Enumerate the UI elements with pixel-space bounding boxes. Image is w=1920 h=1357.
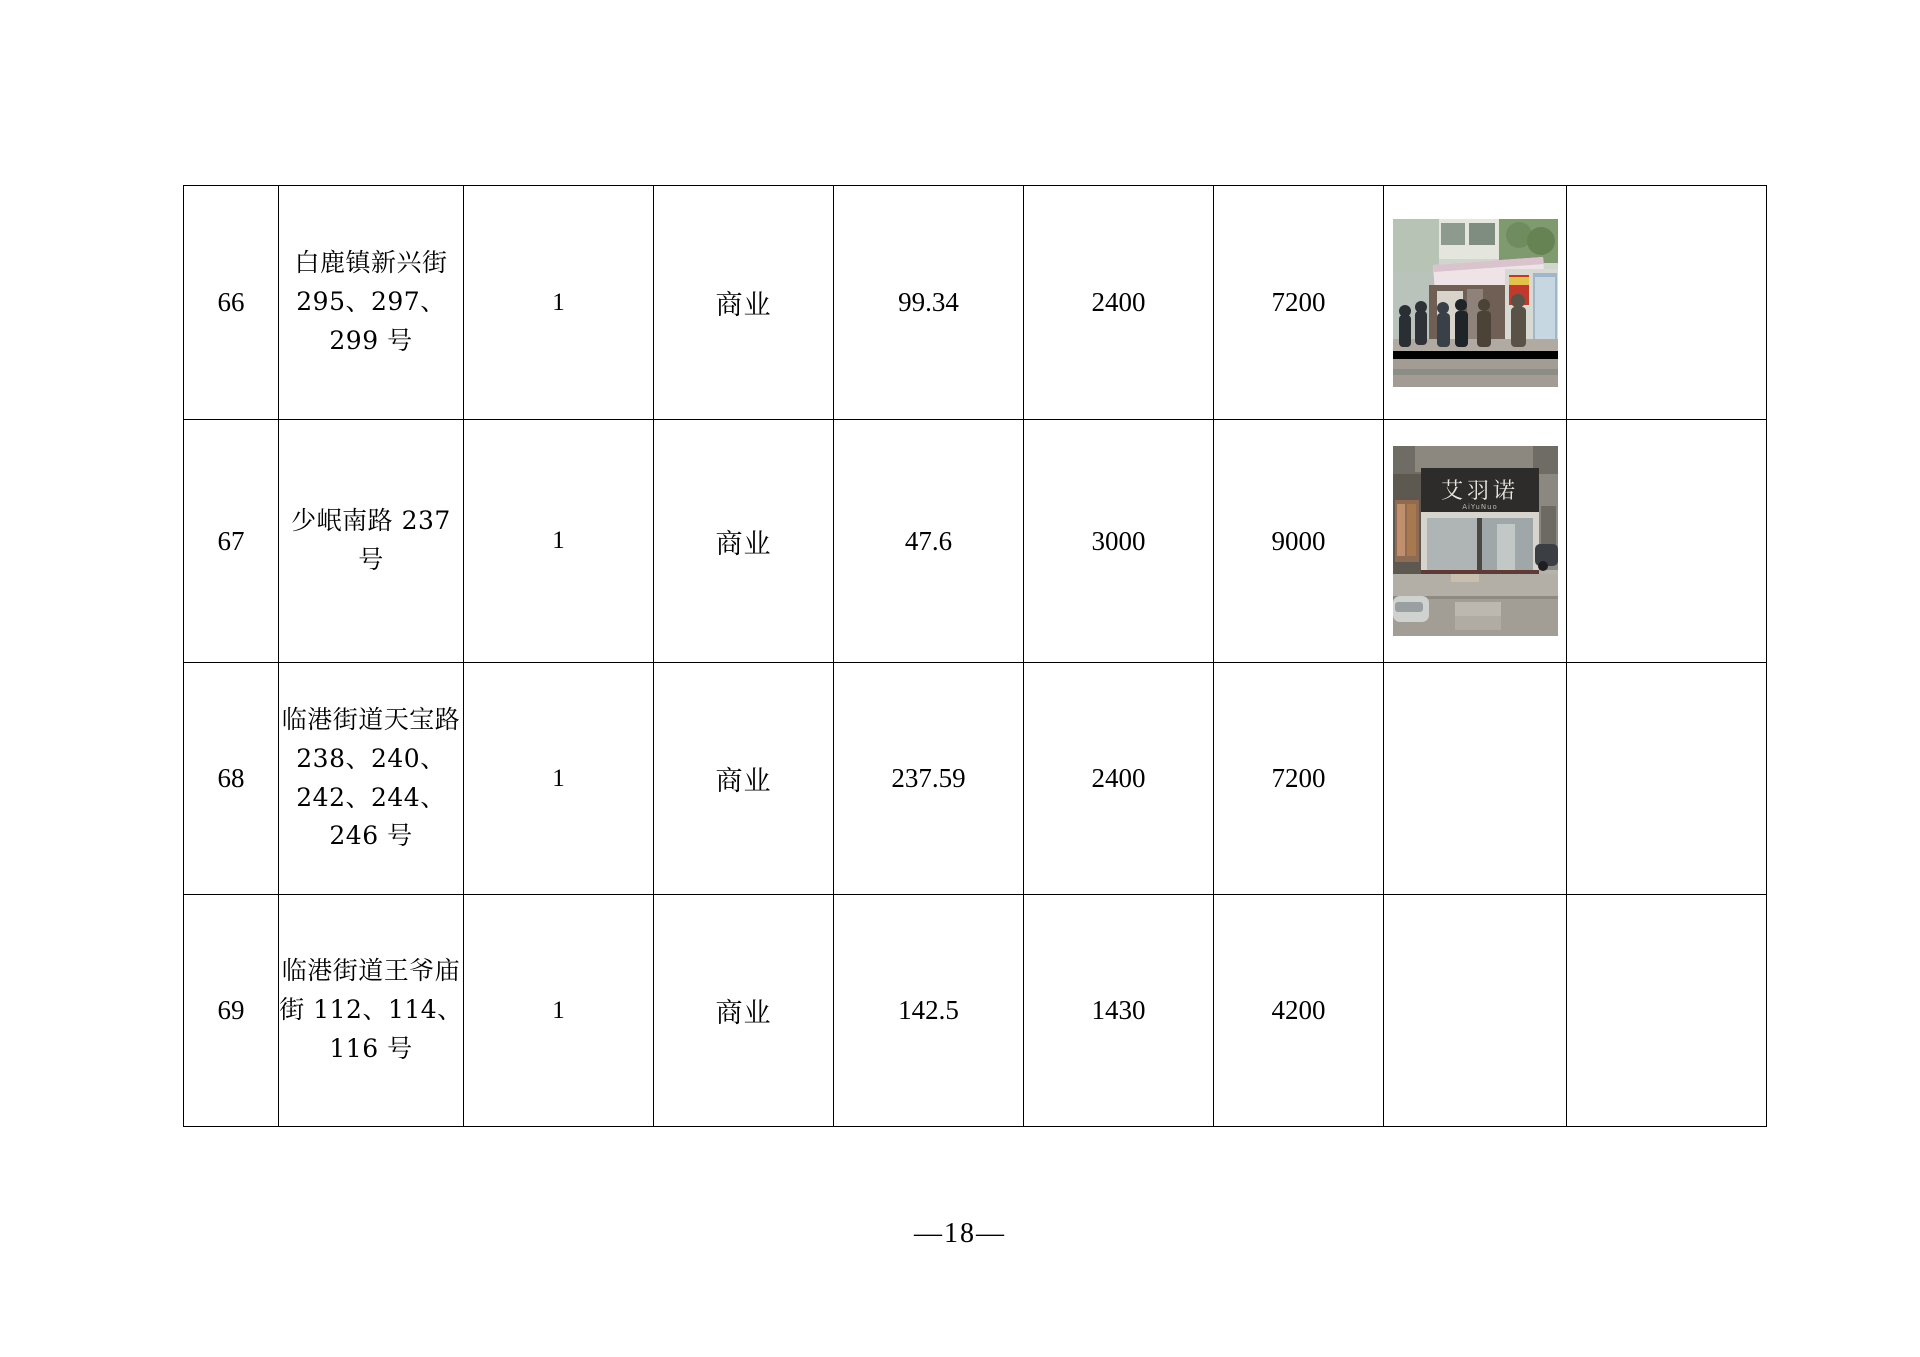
- row-use: 商业: [654, 895, 834, 1127]
- row-use: 商业: [654, 186, 834, 420]
- row-photo-cell: [1384, 420, 1567, 663]
- photo-wrapper: [1384, 219, 1566, 387]
- table-row: [184, 420, 1767, 663]
- property-listing-table: [183, 185, 1767, 1127]
- row-count: 1: [464, 663, 654, 895]
- row-photo-cell: [1384, 895, 1567, 1127]
- row-unit-price: 1430: [1024, 895, 1214, 1127]
- row-photo-cell: [1384, 663, 1567, 895]
- row-total: 9000: [1214, 420, 1384, 663]
- row-photo-cell: [1384, 186, 1567, 420]
- row-unit-price: 2400: [1024, 186, 1214, 420]
- row-index: 67: [184, 420, 279, 663]
- row-address: 白鹿镇新兴街 295、297、299 号: [279, 186, 464, 420]
- row-area: 47.6: [834, 420, 1024, 663]
- row-count: 1: [464, 186, 654, 420]
- row-use: 商业: [654, 420, 834, 663]
- row-index: 66: [184, 186, 279, 420]
- row-total: 7200: [1214, 186, 1384, 420]
- row-remark: [1567, 420, 1767, 663]
- aiyunuo-shopfront-photo: [1393, 446, 1558, 636]
- svg-text:艾羽诺: 艾羽诺: [1440, 479, 1519, 504]
- row-use: 商业: [654, 663, 834, 895]
- row-unit-price: 3000: [1024, 420, 1214, 663]
- row-remark: [1567, 663, 1767, 895]
- table-row: [184, 663, 1767, 895]
- row-address: 临港街道天宝路 238、240、242、244、246 号: [279, 663, 464, 895]
- photo-wrapper: [1384, 446, 1566, 636]
- row-total: 7200: [1214, 663, 1384, 895]
- row-address: 少岷南路 237 号: [279, 420, 464, 663]
- row-area: 99.34: [834, 186, 1024, 420]
- row-total: 4200: [1214, 895, 1384, 1127]
- row-address: 临港街道王爷庙街 112、114、116 号: [279, 895, 464, 1127]
- row-remark: [1567, 895, 1767, 1127]
- page-number: —18—: [914, 1218, 1006, 1249]
- table-row: [184, 186, 1767, 420]
- row-index: 68: [184, 663, 279, 895]
- row-unit-price: 2400: [1024, 663, 1214, 895]
- row-count: 1: [464, 420, 654, 663]
- row-count: 1: [464, 895, 654, 1127]
- streetfront-crowd-photo: [1393, 219, 1558, 387]
- row-area: 142.5: [834, 895, 1024, 1127]
- row-area: 237.59: [834, 663, 1024, 895]
- table-row: [184, 895, 1767, 1127]
- svg-text:AiYuNuo: AiYuNuo: [1461, 503, 1498, 511]
- row-index: 69: [184, 895, 279, 1127]
- row-remark: [1567, 186, 1767, 420]
